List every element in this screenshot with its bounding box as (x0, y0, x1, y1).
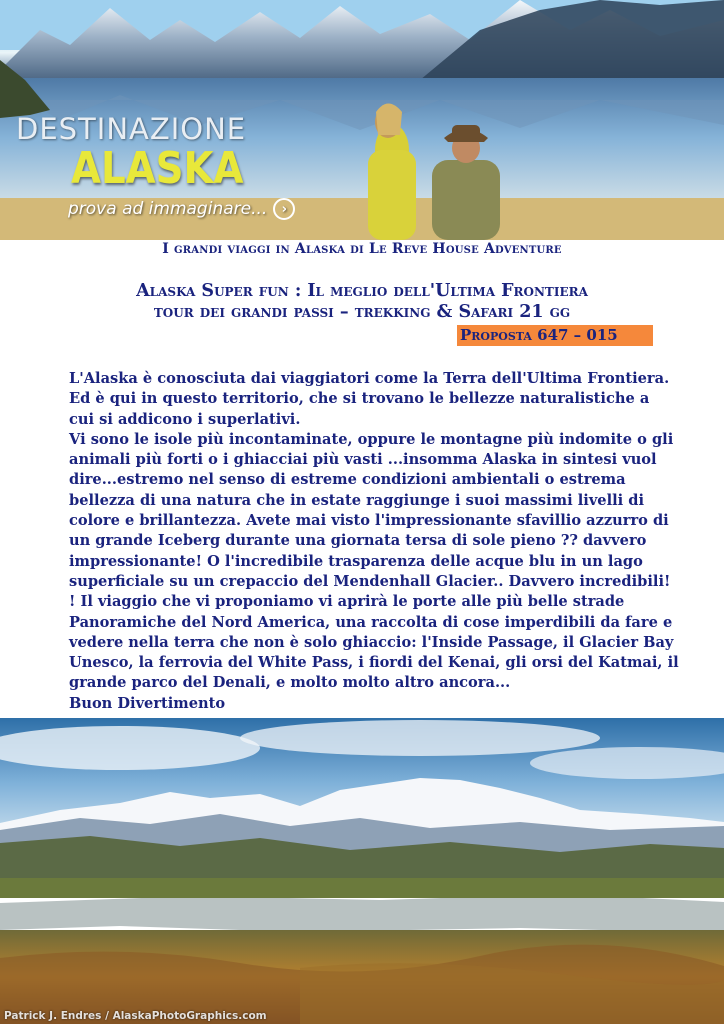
brand-top-text: DESTINAZIONE (16, 112, 247, 146)
denali-scenery (0, 718, 724, 1024)
closing-line: Buon Divertimento (69, 694, 226, 712)
proposal-badge: Proposta 647 – 015 (457, 325, 653, 346)
description-body (69, 369, 679, 714)
page-title-line1: Alaska Super fun : Il meglio dell'Ultima Frontiera (136, 281, 588, 301)
brand-main-text: ALASKA (71, 143, 244, 194)
destination-logo (16, 112, 295, 220)
page-title-line2: tour dei grandi passi – trekking & Safari 21 gg (153, 302, 571, 322)
description-paragraph-2: Vi sono le isole più incontaminate, oppure le montagne più indomite o gli animali più forti o i ghiacciai più vasti ...insomma Alaska in sintesi vuol dire...estremo nel senso di estreme condizioni ambientali o estrema bellezza di una natura che in estate raggiunge i suoi massimi livelli di colore e brillantezza. Avete mai visto l'impressionante sfavillio azzurro di un grande Iceberg durante una giornata tersa di sole pieno ?? davvero impressionante! O l'incredibile trasparenza delle acque blu in un lago superficiale su un crepaccio del Mendenhall Glacier.. Davvero incredibili! ! Il viaggio che vi proponiamo vi aprirà le porte alle più belle strade Panoramiche del Nord America, una raccolta di cose imperdibili da fare e vedere nella terra che non è solo ghiaccio: l'Inside Passage, il Glacier Bay Unesco, la ferrovia del White Pass, i fiordi del Kenai, gli orsi del Katmai, il grande parco del Denali, e molto molto altro ancora... (69, 430, 679, 692)
page-subtitle: I grandi viaggi in Alaska di Le Reve House Adventure (162, 241, 562, 257)
arrow-right-circle-icon[interactable]: › (273, 198, 295, 220)
denali-landscape-photo (0, 718, 724, 1024)
brand-tagline[interactable] (68, 198, 295, 220)
header-banner-image (0, 0, 724, 240)
photo-credit: Patrick J. Endres / AlaskaPhotoGraphics.com (4, 1010, 267, 1022)
tagline-text: prova ad immaginare... (68, 199, 268, 219)
description-paragraph-1: L'Alaska è conosciuta dai viaggiatori come la Terra dell'Ultima Frontiera. Ed è qui in questo territorio, che si trovano le bellezze naturalistiche a cui si addicono i superlativi. (69, 370, 670, 428)
